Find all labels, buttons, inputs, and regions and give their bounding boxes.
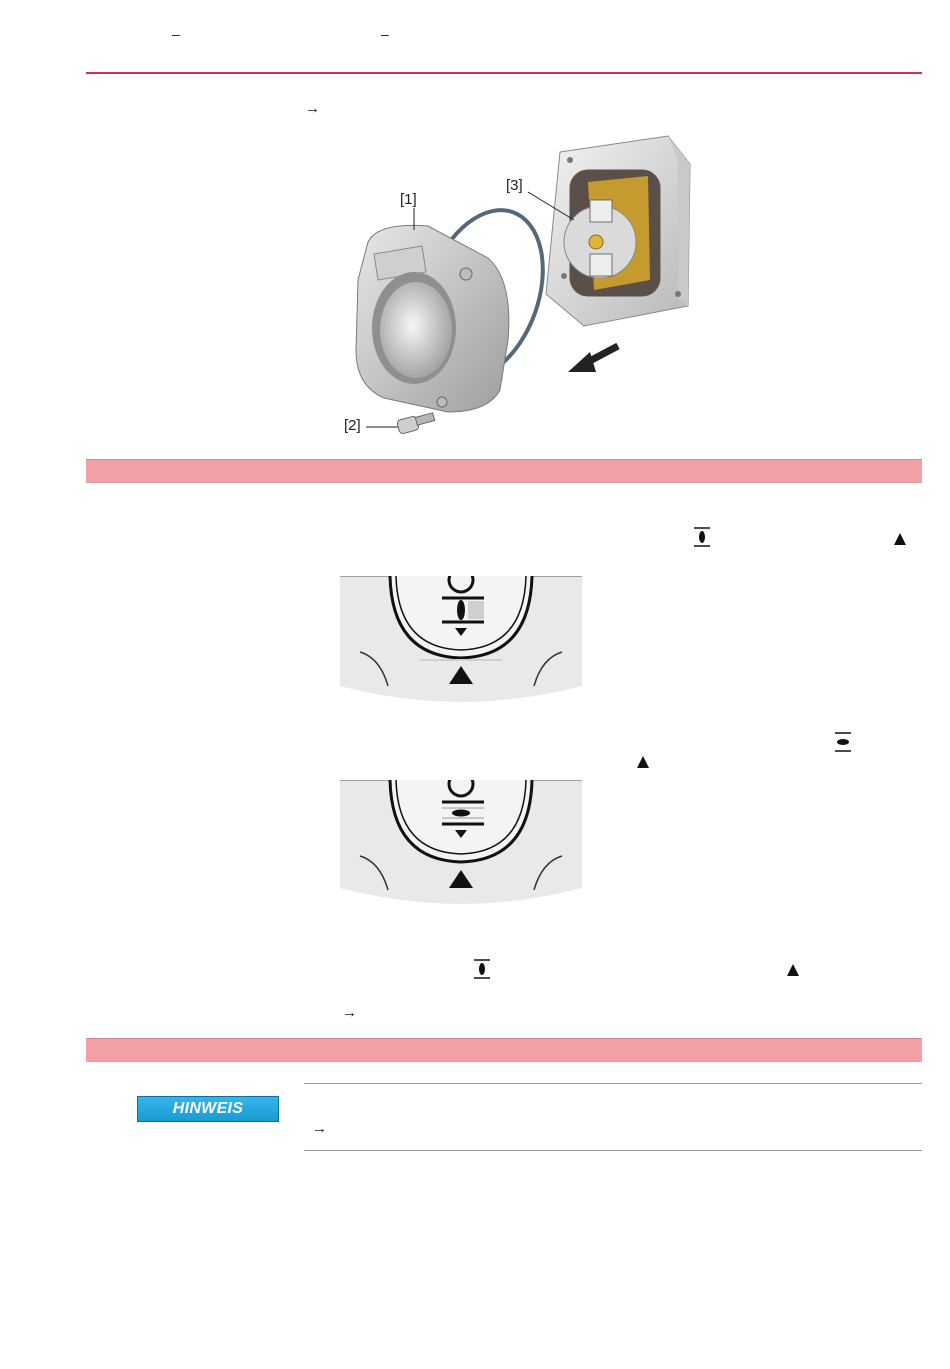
- header-dash-2: –: [381, 26, 389, 42]
- triangle-mark-icon: [787, 964, 799, 976]
- cover-part: [356, 225, 509, 412]
- triangle-mark-icon: [637, 756, 649, 768]
- header-dash-1: –: [172, 26, 180, 42]
- triangle-mark-icon: [894, 533, 906, 545]
- section-bar-2: [86, 1038, 922, 1062]
- screw-part: [397, 413, 435, 435]
- notice-top-rule: [304, 1083, 922, 1084]
- callout-3: [3]: [506, 177, 523, 194]
- notice-arrow: →: [312, 1120, 327, 1137]
- header-rule: [86, 72, 922, 74]
- removal-arrow-icon: [568, 346, 618, 372]
- notice-badge: HINWEIS: [137, 1096, 279, 1122]
- callout-2: [2]: [344, 417, 361, 434]
- end-position-closed-icon: [693, 526, 711, 548]
- notice-bottom-rule: [304, 1150, 922, 1151]
- step-arrow-1: →: [305, 100, 320, 117]
- cover-removal-illustration: [338, 130, 708, 450]
- end-position-open-icon: [834, 731, 852, 753]
- callout-1: [1]: [400, 191, 417, 208]
- actuator-housing: [546, 136, 690, 326]
- step-arrow-2: →: [342, 1004, 357, 1021]
- end-position-closed-icon: [473, 958, 491, 980]
- cover-removal-figure: [338, 130, 708, 450]
- indicator-closed-figure: [340, 576, 582, 702]
- indicator-open-figure: [340, 780, 582, 904]
- section-bar-1: [86, 459, 922, 483]
